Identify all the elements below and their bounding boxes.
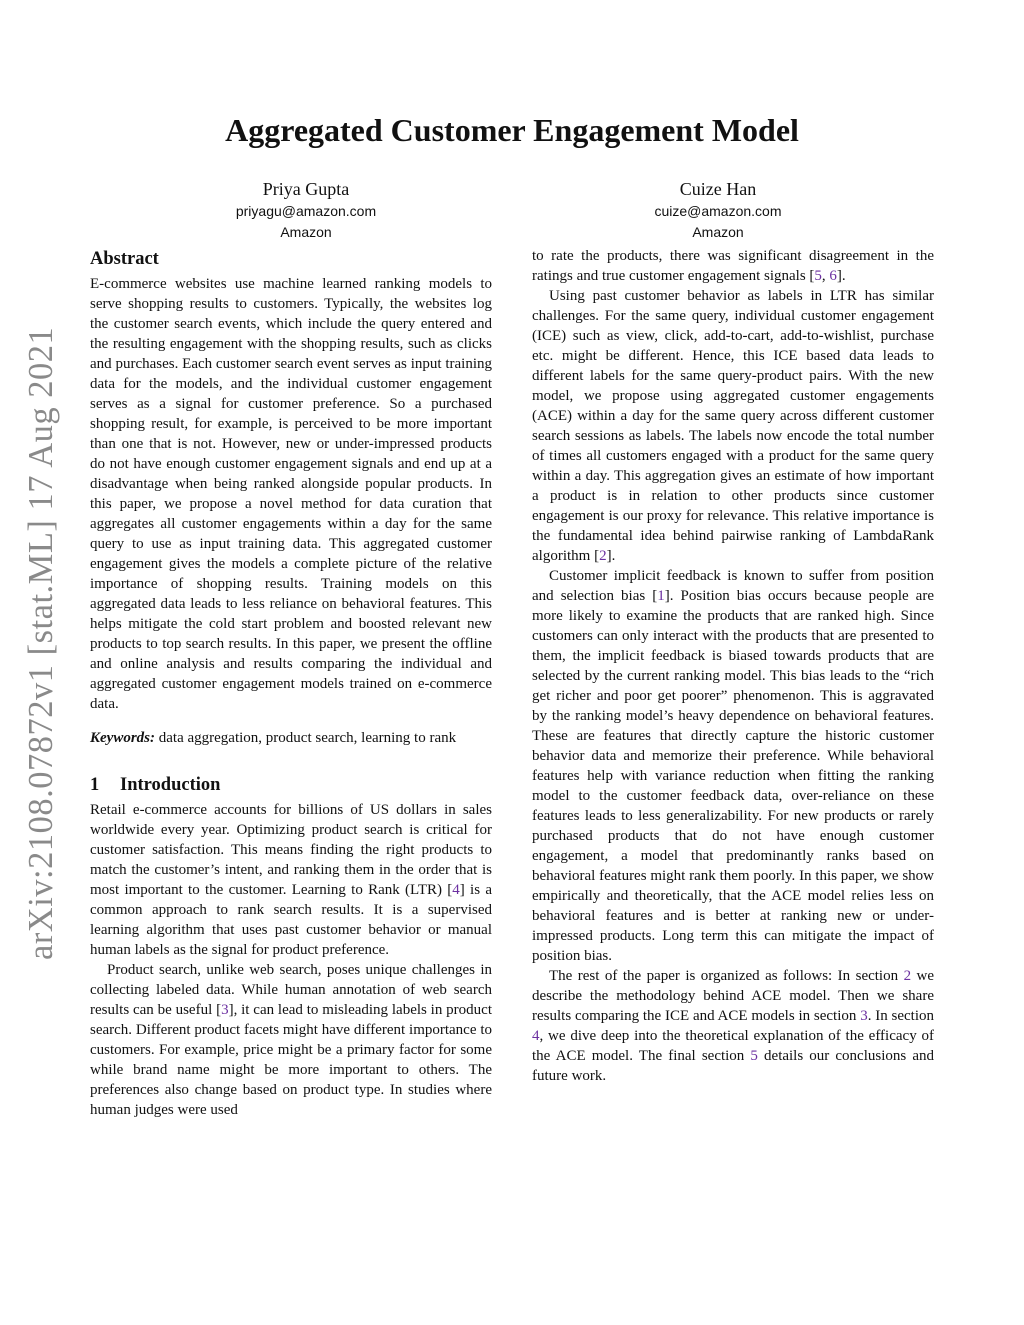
section-reference-link[interactable]: 3 [860,1008,868,1024]
arxiv-identifier: arXiv:2108.07872v1 [stat.ML] 17 Aug 2021 [22,326,60,960]
abstract-text: E-commerce websites use machine learned ranking models to serve shopping results to customers. Typically, the websites log the customer search events, which include the query entered and the resulting engagement with the shopping results, such as clicks and purchases. Each customer search event serves as input training data for the models, and the individual customer engagement serves as a signal for customer preference. So a purchased shopping result, for example, is perceived to be more important than one that is not. However, new or under-impressed products do not have enough customer engagement signals and end up at a disadvantage when being ranked alongside popular products. In this paper, we propose a novel method for data curation that aggregates all customer engagements within a day for the same query to use as input training data. This aggregated customer engagement gives the models a complete picture of the relative importance of shopping results. Training models on this aggregated data leads to less reliance on behavioral features. This helps mitigate the cold start problem and boosted relevant new products to top search results. In this paper, we present the offline and online analysis and results comparing the individual and aggregated customer engagement models trained on e-commerce data. [90,276,492,712]
author-block-1 [146,178,466,242]
author-affiliation: Amazon [280,224,332,240]
intro-paragraph-4: Customer implicit feedback is known to suffer from position and selection bias [1]. Position bias occurs because people are more likely to examine the products that are ranked high. Since customers can only interact with the products that are presented to them, the implicit feedback is biased towards products that are selected by the current ranking model. This bias leads to the “rich get richer and poor get poorer” phenomenon. This is aggravated by the ranking model’s heavy dependence on behavioral features. These are features that directly capture the historic customer behavior data and memorize their preference. While behavioral features help with variance reduction when fitting the ranking model to the customer feedback data, over-reliance on these features leads to less generalizability. For new products or rarely purchased products that do not have enough customer engagement, a model that predominantly ranks based on behavioral features might rank them poorly. In this paper, we show empirically and theoretically, that the ACE model relies less on behavioral features and is better at ranking new or under-impressed products. Long term this can mitigate the impact of position bias. [532,568,934,964]
citation-link[interactable]: 4 [452,882,460,898]
section-number: 1 [90,775,100,795]
citation-link[interactable]: 5 [814,268,822,284]
author-affiliation: Amazon [692,224,744,240]
section-reference-link[interactable]: 5 [750,1048,758,1064]
intro-paragraph-3: Using past customer behavior as labels in LTR has similar challenges. For the same query, individual customer engagement (ICE) such as view, click, add-to-cart, add-to-wishlist, purchase etc. might be different. Hence, this ICE based data leads to different labels for the same query-product pairs. With the new model, we propose using aggregated customer engagements (ACE) within a day for the same query across different customer search sessions as labels. The labels now encode the total number of times all customers engaged with a product for the same query within a day. This aggregation gives an estimate of how important a product is in relation to other products since customer engagement is our proxy for relevance. This relative importance is the fundamental idea behind pairwise ranking of LambdaRank algorithm [2]. [532,288,934,564]
citation-link[interactable]: 2 [599,548,607,564]
citation-link[interactable]: 6 [829,268,837,284]
intro-paragraph-1: Retail e-commerce accounts for billions of US dollars in sales worldwide every year. Optimizing product search is critical for customer satisfaction. This means finding the right products to match the customer’s intent, and ranking them in the order that is most important to the customer. Learning to Rank (LTR) [4] is a common approach to rank search results. It is a supervised learning algorithm that uses past customer behavior or manual human labels as the signal for product preference. [90,802,492,958]
abstract-heading: Abstract [90,249,159,269]
author-name: Priya Gupta [262,179,350,199]
paper-title: Aggregated Customer Engagement Model [225,112,799,148]
citation-link[interactable]: 1 [657,588,665,604]
keywords-label: Keywords: [90,730,155,746]
intro-paragraph-2: Product search, unlike web search, poses unique challenges in collecting labeled data. While human annotation of web search results can be useful [3], it can lead to misleading labels in product search. Different product facets might have different importance to customers. For example, price might be a primary factor for some while brand name might be more important to others. The preferences also change based on product type. In studies where human judges were used [90,962,492,1118]
section-heading-introduction [90,772,492,798]
intro-paragraph-2-continued: to rate the products, there was significant disagreement in the ratings and true customer engagement signals [5, 6]. [532,248,934,284]
citation-link[interactable]: 3 [221,1002,229,1018]
keywords-text: data aggregation, product search, learning to rank [158,730,457,746]
section-reference-link[interactable]: 4 [532,1028,540,1044]
author-name: Cuize Han [679,179,757,199]
keywords [90,728,492,748]
section-title: Introduction [120,775,221,795]
author-block-2 [558,178,878,242]
left-column [90,246,492,1120]
right-column [532,246,934,1086]
section-reference-link[interactable]: 2 [903,968,912,984]
author-email: priyagu@amazon.com [235,203,377,219]
intro-paragraph-5: The rest of the paper is organized as follows: In section 2 we describe the methodology behind ACE model. Then we share results comparing the ICE and ACE models in section 3. In section 4, we dive deep into the theoretical explanation of the efficacy of the ACE model. The final section 5 details our conclusions and future work. [532,968,935,1084]
author-email: cuize@amazon.com [654,203,782,219]
